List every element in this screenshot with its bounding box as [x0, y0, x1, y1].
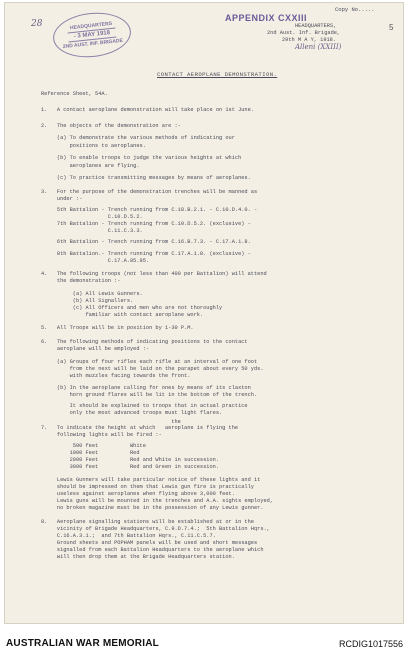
body-line: 6. The following methods of indicating positions to the contact	[41, 339, 248, 345]
document-title: CONTACT AEROPLANE DEMONSTRATION.	[157, 71, 278, 78]
body-line: 4. The following troops (not less than 400 per Battalion) will attend	[41, 271, 267, 277]
body-line: (b) To enable troops to judge the various heights at which	[41, 155, 242, 161]
hq-line-3: 29th M A Y, 1918.	[282, 37, 337, 43]
page-reference: 5	[389, 23, 394, 32]
body-line: (a) All Lewis Gunners.	[41, 291, 143, 297]
body-line: 1000 Feet Red	[41, 450, 140, 456]
body-line: 1. A contact aeroplane demonstration will take place on 1st June.	[41, 107, 254, 113]
body-line: (c) To practice transmitting messages by means of aeroplanes.	[41, 175, 251, 181]
body-line: familiar with contact aeroplane work.	[41, 312, 204, 318]
document-page	[4, 2, 404, 624]
body-line: from the next will be laid on the parapet about every 50 yds.	[41, 366, 264, 372]
body-line: should be impressed on them that Lewis gun fire is practically	[41, 484, 254, 490]
body-line: 5. All Troops will be in position by 1-30 P.M.	[41, 325, 194, 331]
body-line: 3. For the purpose of the demonstration trenches will be manned as	[41, 189, 258, 195]
body-line: C.17.A.85.95.	[41, 258, 150, 264]
archive-reference: RCDIG1017556	[338, 639, 403, 649]
body-line: 2000 Feet Red and White in succession.	[41, 457, 220, 463]
body-line: with muzzles facing towards the front.	[41, 373, 191, 379]
body-line: 2. The objects of the demonstration are :-	[41, 123, 181, 129]
body-line: 7th Battalion - Trench running from C.10.D.5.2. (exclusive) -	[41, 221, 251, 227]
body-line: Reference Sheet, 54A.	[41, 91, 108, 97]
stamp-top-text: HEADQUARTERS	[69, 20, 113, 32]
body-line: Lewis guns will be mounted in the trenches and A.A. sights employed,	[41, 498, 274, 504]
body-line: useless against aeroplanes when flying above 3,000 feet.	[41, 491, 235, 497]
body-line: following lights will be fired :-	[41, 432, 162, 438]
body-line: (b) All Signallers.	[41, 298, 134, 304]
hq-signature: Alleni (XXIII)	[295, 43, 342, 51]
body-line: the demonstration :-	[41, 278, 121, 284]
body-line: 8. Aeroplane signalling stations will be established at or in the	[41, 519, 254, 525]
body-line: the	[41, 419, 181, 425]
body-line: will then drop them at the Brigade Headquarters station.	[41, 554, 235, 560]
body-line: (c) All Officers and men who are not thoroughly	[41, 305, 223, 311]
archive-footer	[0, 624, 409, 654]
body-line: Ground sheets and POPHAM panels will be used and short messages	[41, 540, 258, 546]
body-line: under :-	[41, 196, 83, 202]
body-line: signalled from each Battalion Headquarters to the aeroplane which	[41, 547, 264, 553]
body-line: 7. To indicate the height at which aeroplane is flying the	[41, 425, 239, 431]
body-line: only the most advanced troops must light flares.	[41, 410, 223, 416]
hq-line-2: 2nd Aust. Inf. Brigade,	[267, 30, 341, 36]
body-line: vicinity of Brigade Headquarters, C.9.D.7.4.; 5th Battalion Hqrs.,	[41, 526, 270, 532]
body-line: (a) Groups of four rifles each rifle at an interval of one foot	[41, 359, 258, 365]
body-line: 3000 feet Red and Green in succession.	[41, 464, 220, 470]
body-line: (a) To demonstrate the various methods of indicating our	[41, 135, 235, 141]
stamp-bottom-text: 2ND AUST. INF. BRIGADE	[62, 37, 124, 51]
body-line: 500 feet White	[41, 443, 146, 449]
body-line: C.16.A.3.1.; and 7th Battalion Hqrs., C.11.C.5.7.	[41, 533, 216, 539]
headquarters-stamp	[51, 9, 133, 61]
stamp-date: - 3 MAY 1918	[67, 28, 116, 43]
body-line: 8th Battalion.- Trench running from C.17.A.1.8. (exclusive) -	[41, 251, 251, 257]
archive-name: AUSTRALIAN WAR MEMORIAL	[6, 638, 159, 649]
body-line: aeroplanes are flying.	[41, 163, 140, 169]
body-line: It should be explained to troops that in actual practice	[41, 403, 248, 409]
hq-line-1: HEADQUARTERS,	[295, 23, 337, 29]
body-line: no broken magazine must be in the possession of any Lewis gunner.	[41, 505, 264, 511]
handwritten-page-number: 28	[31, 19, 43, 29]
body-line: aeroplane will be employed :-	[41, 346, 150, 352]
body-line: horn ground flares will be lit in the bottom of the trench.	[41, 392, 258, 398]
body-line: C.11.C.3.3.	[41, 228, 143, 234]
copy-number: Copy No.....	[335, 6, 375, 13]
body-line: C.10.D.5.2.	[41, 214, 143, 220]
body-line: Lewis Gunners will take particular notice of these lights and it	[41, 477, 261, 483]
body-line: 5th Battalion - Trench running from C.18.B.2.1. - C.10.D.4.0. -	[41, 207, 258, 213]
appendix-stamp: APPENDIX CXXIII	[225, 13, 308, 23]
body-line: positions to aeroplanes.	[41, 143, 146, 149]
body-line: (b) In the aeroplane calling for ones by means of its claxton	[41, 385, 251, 391]
body-line: 6th Battalion - Trench running from C.16.B.7.3. - C.17.A.1.8.	[41, 239, 251, 245]
